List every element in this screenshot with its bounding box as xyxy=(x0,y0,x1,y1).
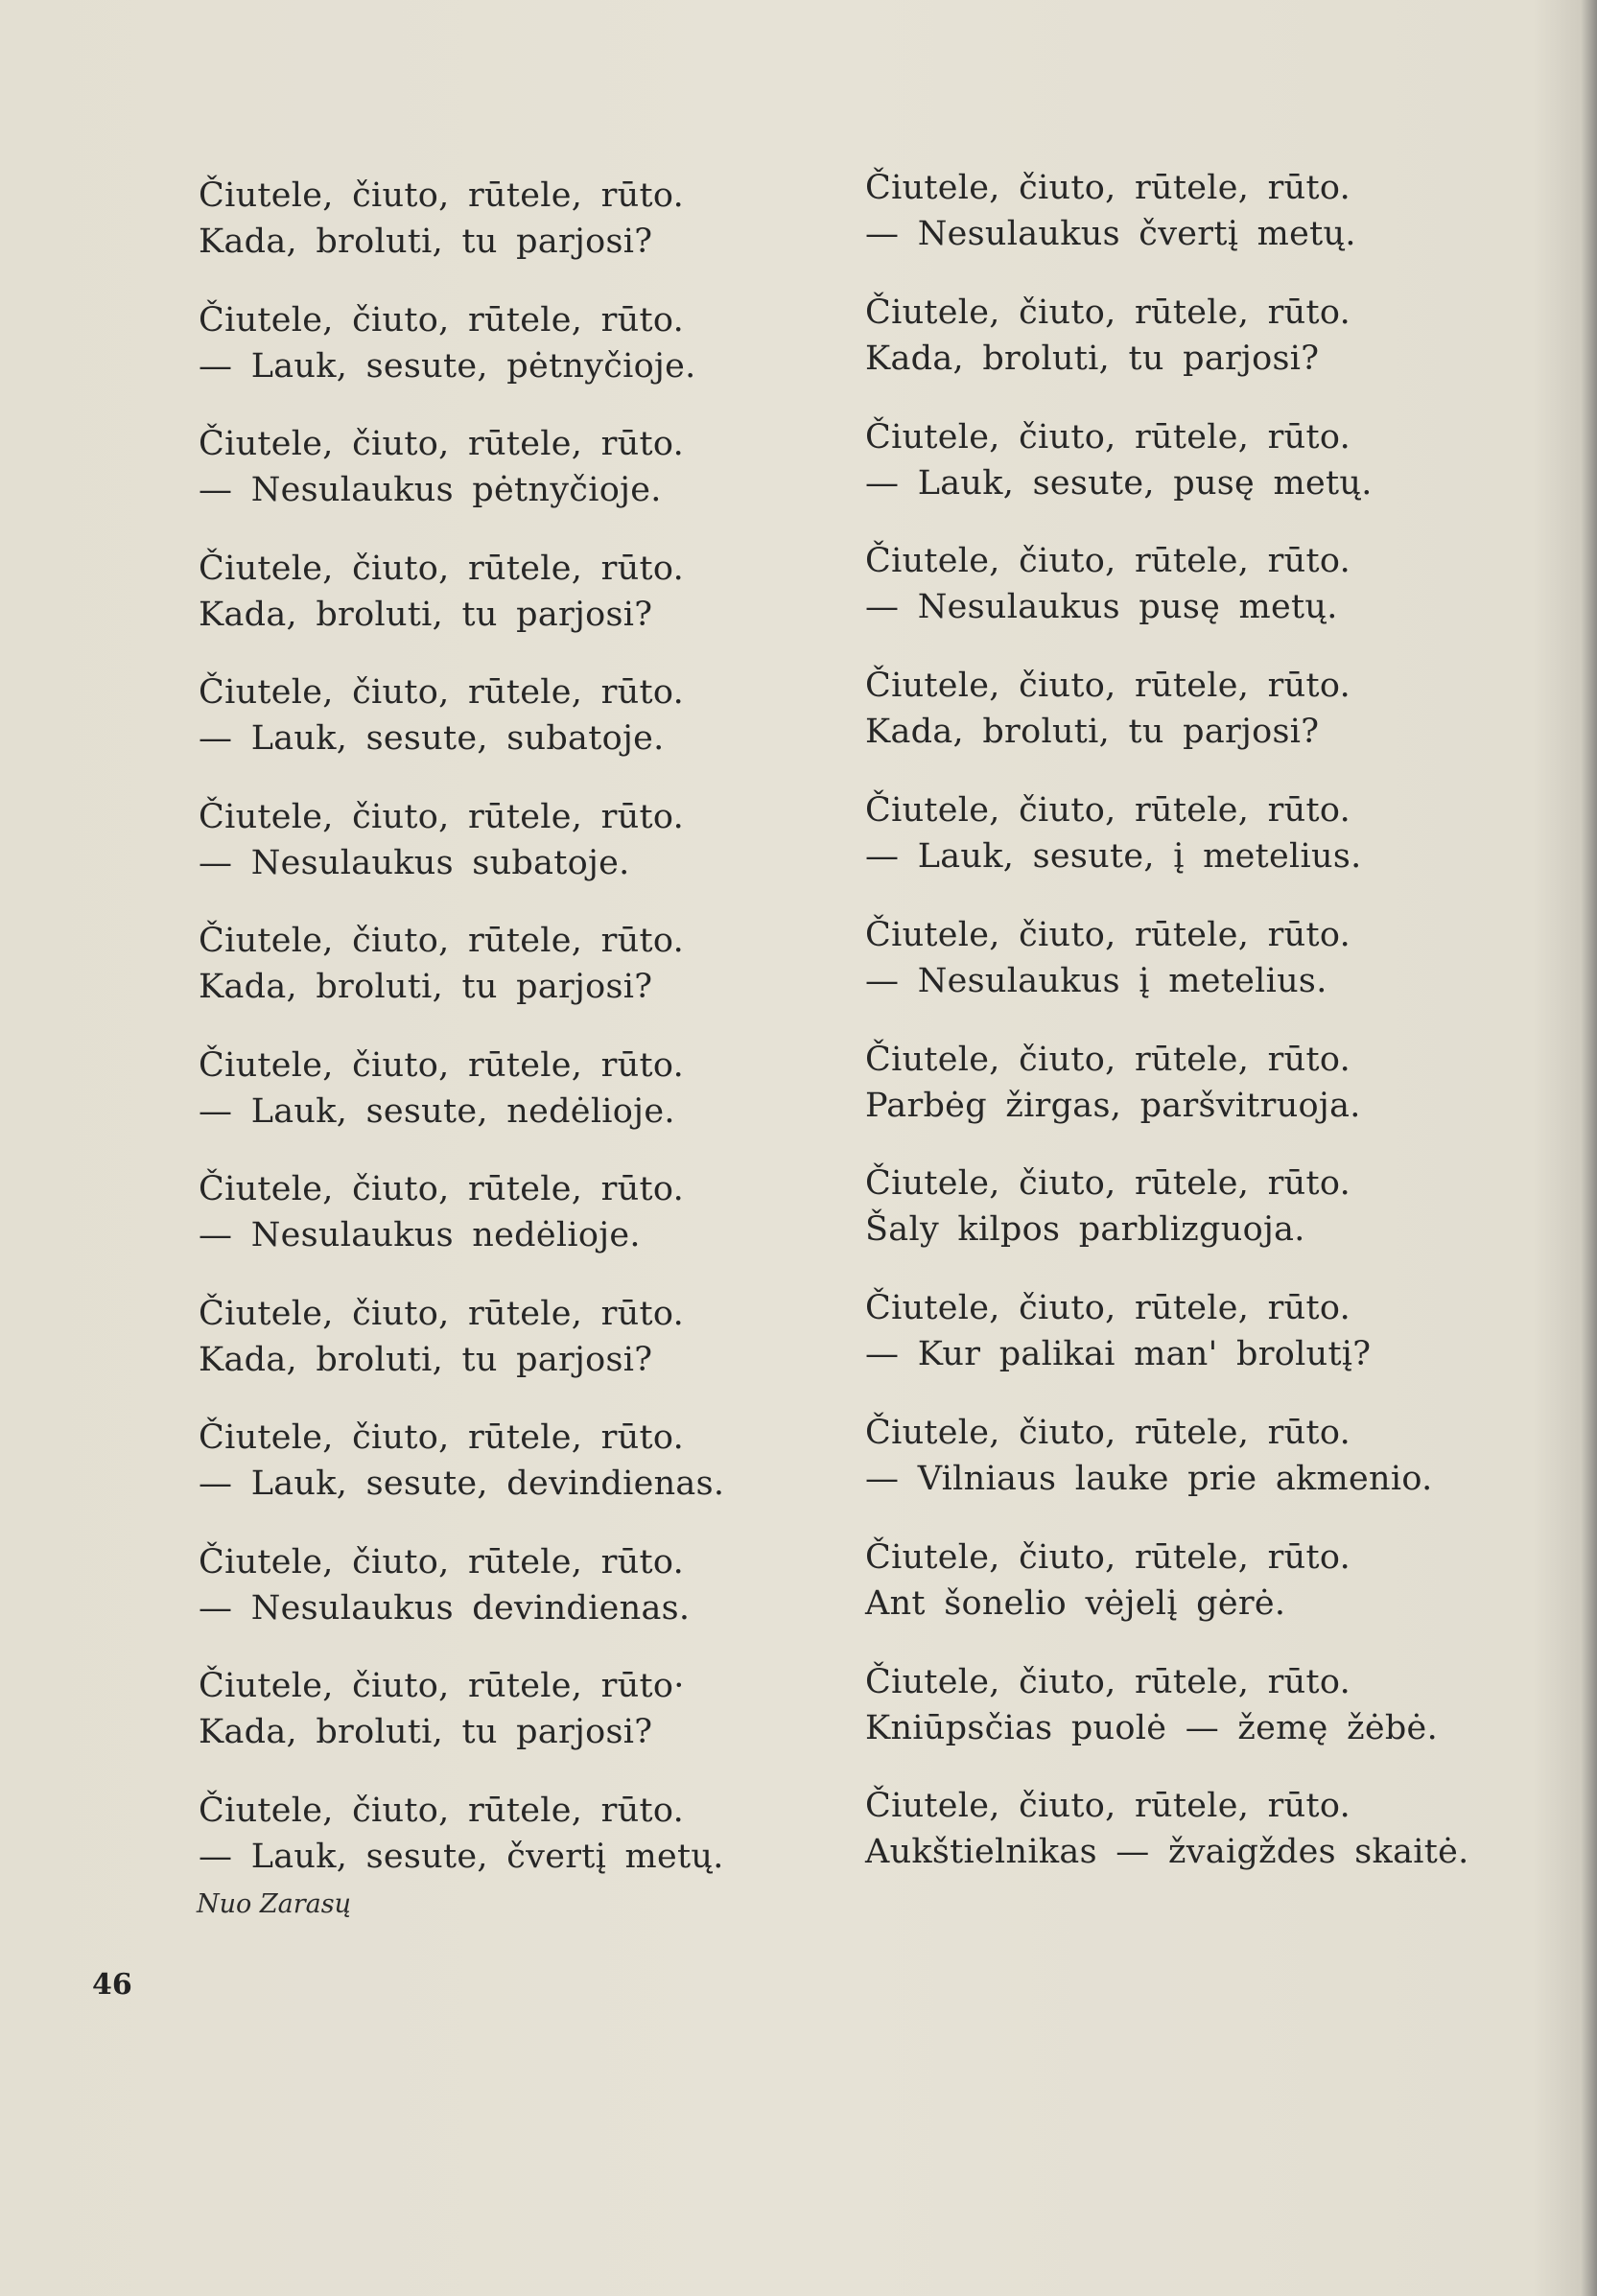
verse-line: Čiutele, čiuto, rūtele, rūto. xyxy=(199,673,685,712)
stanza xyxy=(199,1788,724,1880)
stanza xyxy=(199,1415,724,1507)
verse-line: — Lauk, sesute, pusę metų. xyxy=(865,463,1373,503)
stanza xyxy=(865,663,1350,755)
verse-line: Čiutele, čiuto, rūtele, rūto. xyxy=(199,549,685,588)
verse-line: Čiutele, čiuto, rūtele, rūto. xyxy=(865,667,1351,706)
stanza xyxy=(865,1535,1350,1627)
verse-line: Kada, broluti, tu parjosi? xyxy=(199,223,653,261)
verse-line: Čiutele, čiuto, rūtele, rūto. xyxy=(865,1662,1351,1701)
verse-line: — Nesulaukus į metelius. xyxy=(865,961,1327,1000)
stanza xyxy=(865,1037,1361,1129)
verse-line: Čiutele, čiuto, rūtele, rūto. xyxy=(865,791,1351,830)
stanza xyxy=(199,669,684,761)
verse-line: Aukštielnikas — žvaigždes skaitė. xyxy=(865,1833,1469,1872)
verse-line: Čiutele, čiuto, rūtele, rūto. xyxy=(199,797,685,836)
verse-line: — Lauk, sesute, subatoje. xyxy=(199,719,665,758)
verse-line: Čiutele, čiuto, rūtele, rūto. xyxy=(865,1040,1351,1079)
verse-line: Čiutele, čiuto, rūtele, rūto. xyxy=(199,176,685,215)
verse-line: Ant šonelio vėjelį gėrė. xyxy=(865,1583,1286,1623)
verse-line: — Vilniaus lauke prie akmenio. xyxy=(865,1460,1433,1498)
verse-line: Čiutele, čiuto, rūtele, rūto· xyxy=(199,1667,685,1705)
stanza xyxy=(199,794,684,886)
stanza xyxy=(199,546,684,638)
verse-line: Kada, broluti, tu parjosi? xyxy=(199,595,653,634)
stanza xyxy=(199,1043,684,1135)
verse-line: Čiutele, čiuto, rūtele, rūto. xyxy=(199,1418,685,1457)
stanza xyxy=(199,1166,684,1258)
verse-line: Čiutele, čiuto, rūtele, rūto. xyxy=(199,1542,685,1581)
stanza xyxy=(865,1285,1371,1377)
verse-line: Čiutele, čiuto, rūtele, rūto. xyxy=(199,1045,685,1085)
verse-line: — Nesulaukus čvertį metų. xyxy=(865,215,1356,253)
stanza xyxy=(199,918,684,1010)
stanza xyxy=(199,173,684,265)
verse-line: — Nesulaukus nedėlioje. xyxy=(199,1216,641,1254)
verse-line: Čiutele, čiuto, rūtele, rūto. xyxy=(865,1414,1351,1452)
verse-line: Čiutele, čiuto, rūtele, rūto. xyxy=(865,169,1351,207)
verse-line: — Nesulaukus devindienas. xyxy=(199,1588,691,1628)
stanza xyxy=(199,1663,685,1755)
verse-line: Čiutele, čiuto, rūtele, rūto. xyxy=(199,1791,685,1830)
verse-line: Čiutele, čiuto, rūtele, rūto. xyxy=(199,922,685,960)
verse-line: — Lauk, sesute, į metelius. xyxy=(865,837,1362,876)
verse-line: Čiutele, čiuto, rūtele, rūto. xyxy=(865,1289,1351,1328)
verse-line: Kada, broluti, tu parjosi? xyxy=(865,339,1320,378)
verse-line: Čiutele, čiuto, rūtele, rūto. xyxy=(199,300,685,340)
verse-line: Čiutele, čiuto, rūtele, rūto. xyxy=(865,293,1351,332)
stanza xyxy=(865,787,1362,879)
verse-line: Kada, broluti, tu parjosi? xyxy=(199,1713,653,1751)
stanza xyxy=(865,1783,1469,1875)
stanza xyxy=(865,1160,1350,1253)
verse-line: Čiutele, čiuto, rūtele, rūto. xyxy=(199,425,685,463)
verse-line: Čiutele, čiuto, rūtele, rūto. xyxy=(865,915,1351,954)
stanza xyxy=(865,290,1350,382)
stanza xyxy=(199,421,684,513)
verse-line: — Lauk, sesute, nedėlioje. xyxy=(199,1091,675,1131)
stanza xyxy=(199,1539,690,1631)
stanza xyxy=(865,1659,1438,1751)
verse-line: Čiutele, čiuto, rūtele, rūto. xyxy=(865,542,1351,581)
verse-line: — Lauk, sesute, pėtnyčioje. xyxy=(199,346,696,386)
attribution: Nuo Zarasų xyxy=(197,1889,351,1919)
verse-line: Čiutele, čiuto, rūtele, rūto. xyxy=(199,1170,685,1208)
verse-line: Čiutele, čiuto, rūtele, rūto. xyxy=(865,1537,1351,1577)
verse-line: Kniūpsčias puolė — žemę žėbė. xyxy=(865,1708,1438,1747)
stanza xyxy=(865,1410,1433,1502)
verse-line: — Lauk, sesute, čvertį metų. xyxy=(199,1837,724,1876)
verse-line: — Kur palikai man' brolutį? xyxy=(865,1335,1372,1374)
verse-line: Čiutele, čiuto, rūtele, rūto. xyxy=(865,417,1351,457)
verse-line: Šaly kilpos parblizguoja. xyxy=(865,1210,1305,1250)
verse-line: Čiutele, čiuto, rūtele, rūto. xyxy=(199,1294,685,1333)
verse-line: Parbėg žirgas, paršvitruoja. xyxy=(865,1086,1361,1125)
stanza xyxy=(199,1291,684,1383)
stanza xyxy=(865,165,1356,257)
stanza xyxy=(865,538,1350,630)
stanza xyxy=(865,912,1350,1004)
verse-line: Kada, broluti, tu parjosi? xyxy=(199,1340,653,1379)
verse-line: — Nesulaukus subatoje. xyxy=(199,843,630,882)
verse-line: Čiutele, čiuto, rūtele, rūto. xyxy=(865,1787,1351,1826)
stanza xyxy=(199,297,696,389)
stanza xyxy=(865,414,1373,506)
verse-line: — Nesulaukus pusę metų. xyxy=(865,588,1338,627)
verse-line: Čiutele, čiuto, rūtele, rūto. xyxy=(865,1164,1351,1204)
verse-line: — Nesulaukus pėtnyčioje. xyxy=(199,471,662,509)
verse-line: — Lauk, sesute, devindienas. xyxy=(199,1464,725,1503)
verse-line: Kada, broluti, tu parjosi? xyxy=(199,968,653,1006)
verse-line: Kada, broluti, tu parjosi? xyxy=(865,713,1320,752)
page-number: 46 xyxy=(92,1968,132,2002)
